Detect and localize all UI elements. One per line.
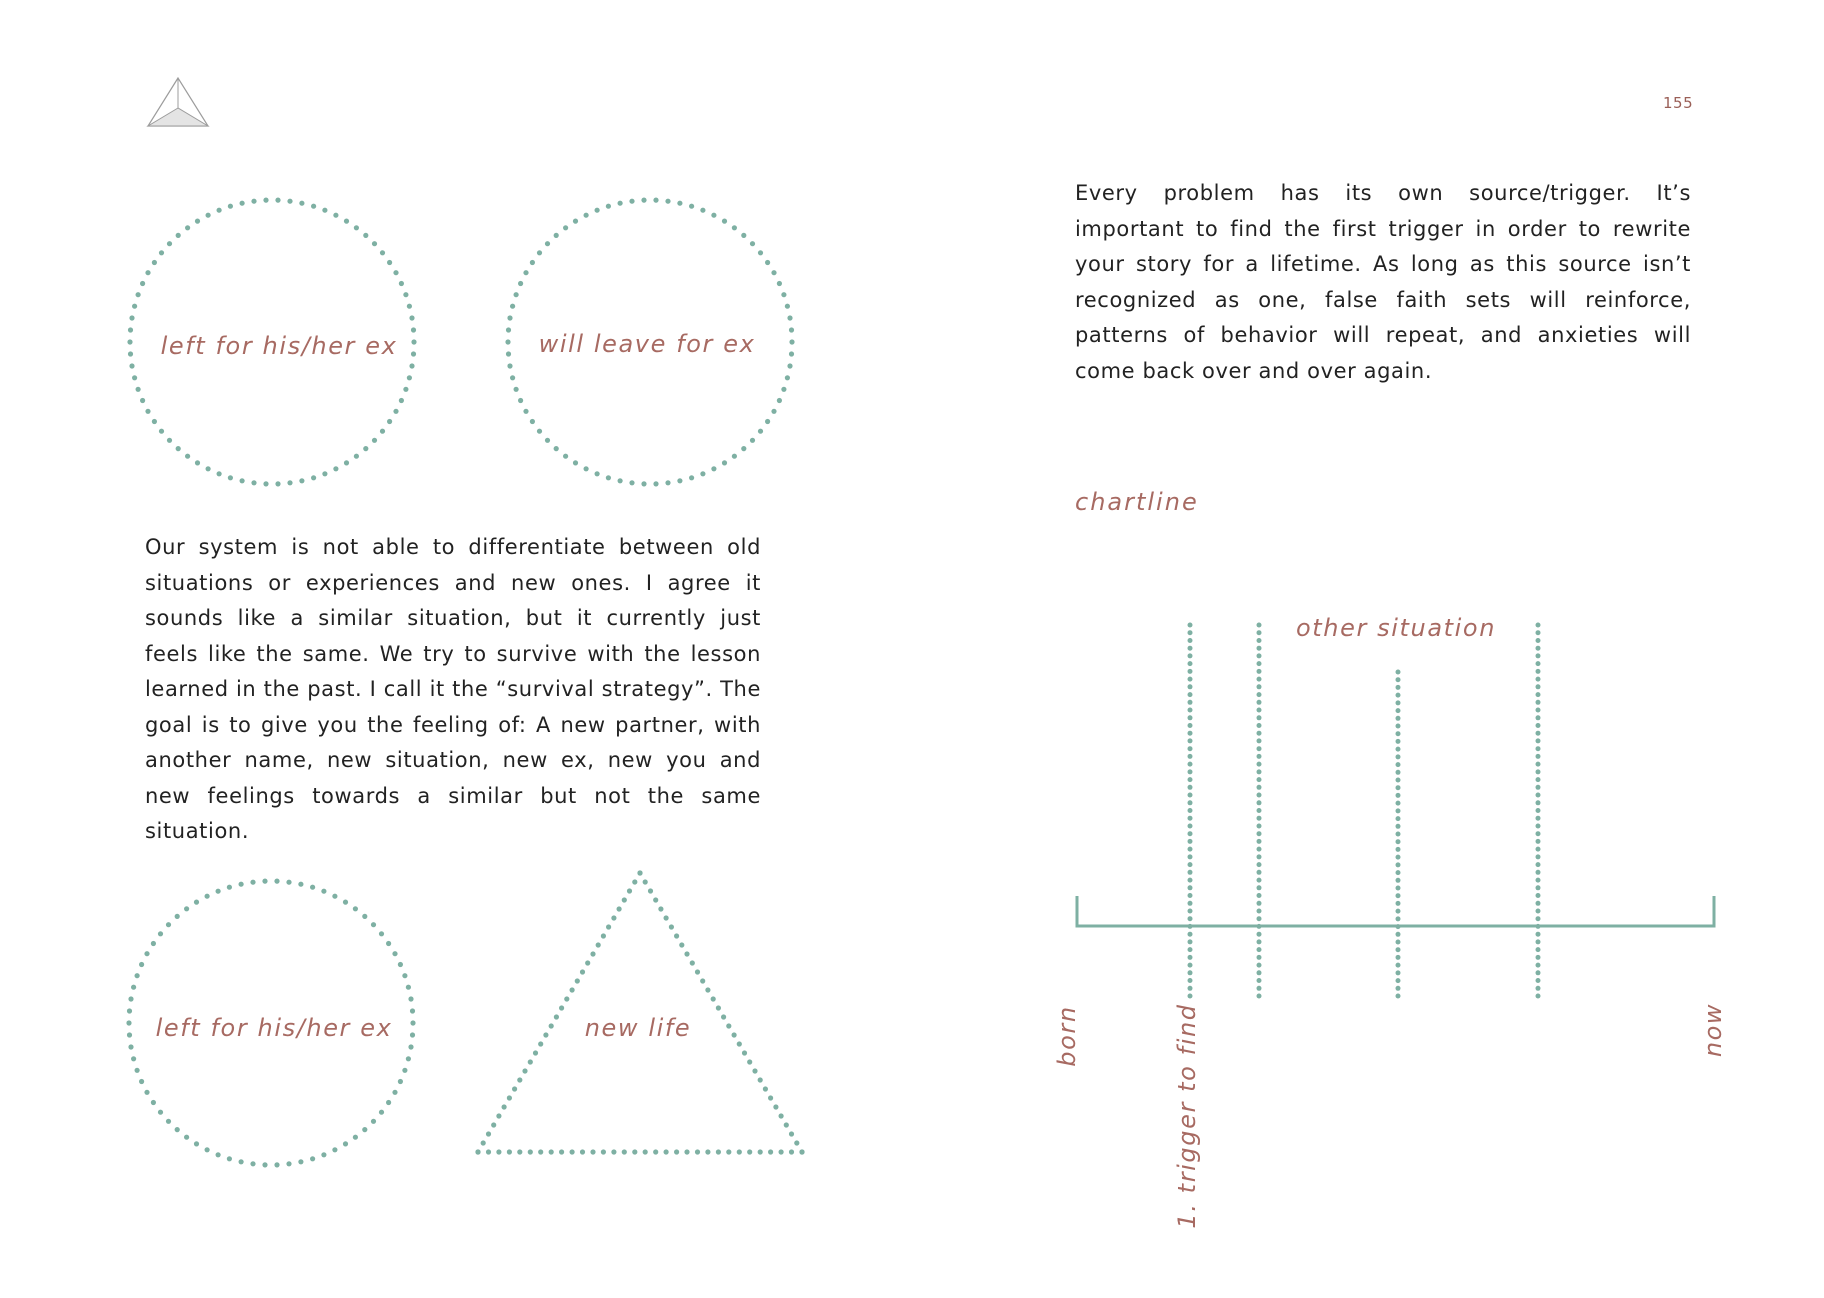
timeline-start-label: born: [1053, 1005, 1081, 1067]
chartline-marker-3: [1396, 670, 1401, 999]
body-paragraph-right: Every problem has its own source/trigger. It’s important to find the first trigger in order to rewrite your story for a lifetime. As long as this source isn’t recognized as one, false faith sets will reinforce, patterns of behavior will repeat, and anxieties will come back over and over again.: [1075, 181, 1691, 383]
trigger-label: 1. trigger to find: [1173, 1003, 1201, 1229]
pyramid-logo-icon: [148, 78, 208, 126]
chartline-marker-2: [1257, 623, 1262, 999]
circle-label-left-for-ex: left for his/her ex: [160, 332, 398, 360]
circle-label-will-leave: will leave for ex: [538, 330, 756, 358]
chartline-marker-trigger: [1188, 623, 1193, 999]
circle-label-left-for-ex-lower: left for his/her ex: [155, 1014, 393, 1042]
triangle-label-new-life: new life: [584, 1014, 692, 1042]
body-paragraph-left: Our system is not able to differentiate between old situations or experiences and new ones. I agree it sounds like a similar situation, but it currently just feels like the same. We try to survive with the lesson learned in the past. I call it the “survival strategy”. The goal is to give you the feeling of: A new partner, with another name, new situation, new ex, new you and new feelings towards a similar but not the same situation.: [145, 535, 761, 843]
other-situation-label: other situation: [1295, 614, 1497, 642]
page-number: 155: [1663, 94, 1694, 112]
dotted-triangle-new-life: [475, 870, 804, 1154]
timeline-end-label: now: [1699, 1002, 1727, 1058]
chartline-title: chartline: [1075, 488, 1199, 516]
chartline-axis: [1077, 896, 1714, 926]
chartline-marker-4: [1536, 623, 1541, 999]
